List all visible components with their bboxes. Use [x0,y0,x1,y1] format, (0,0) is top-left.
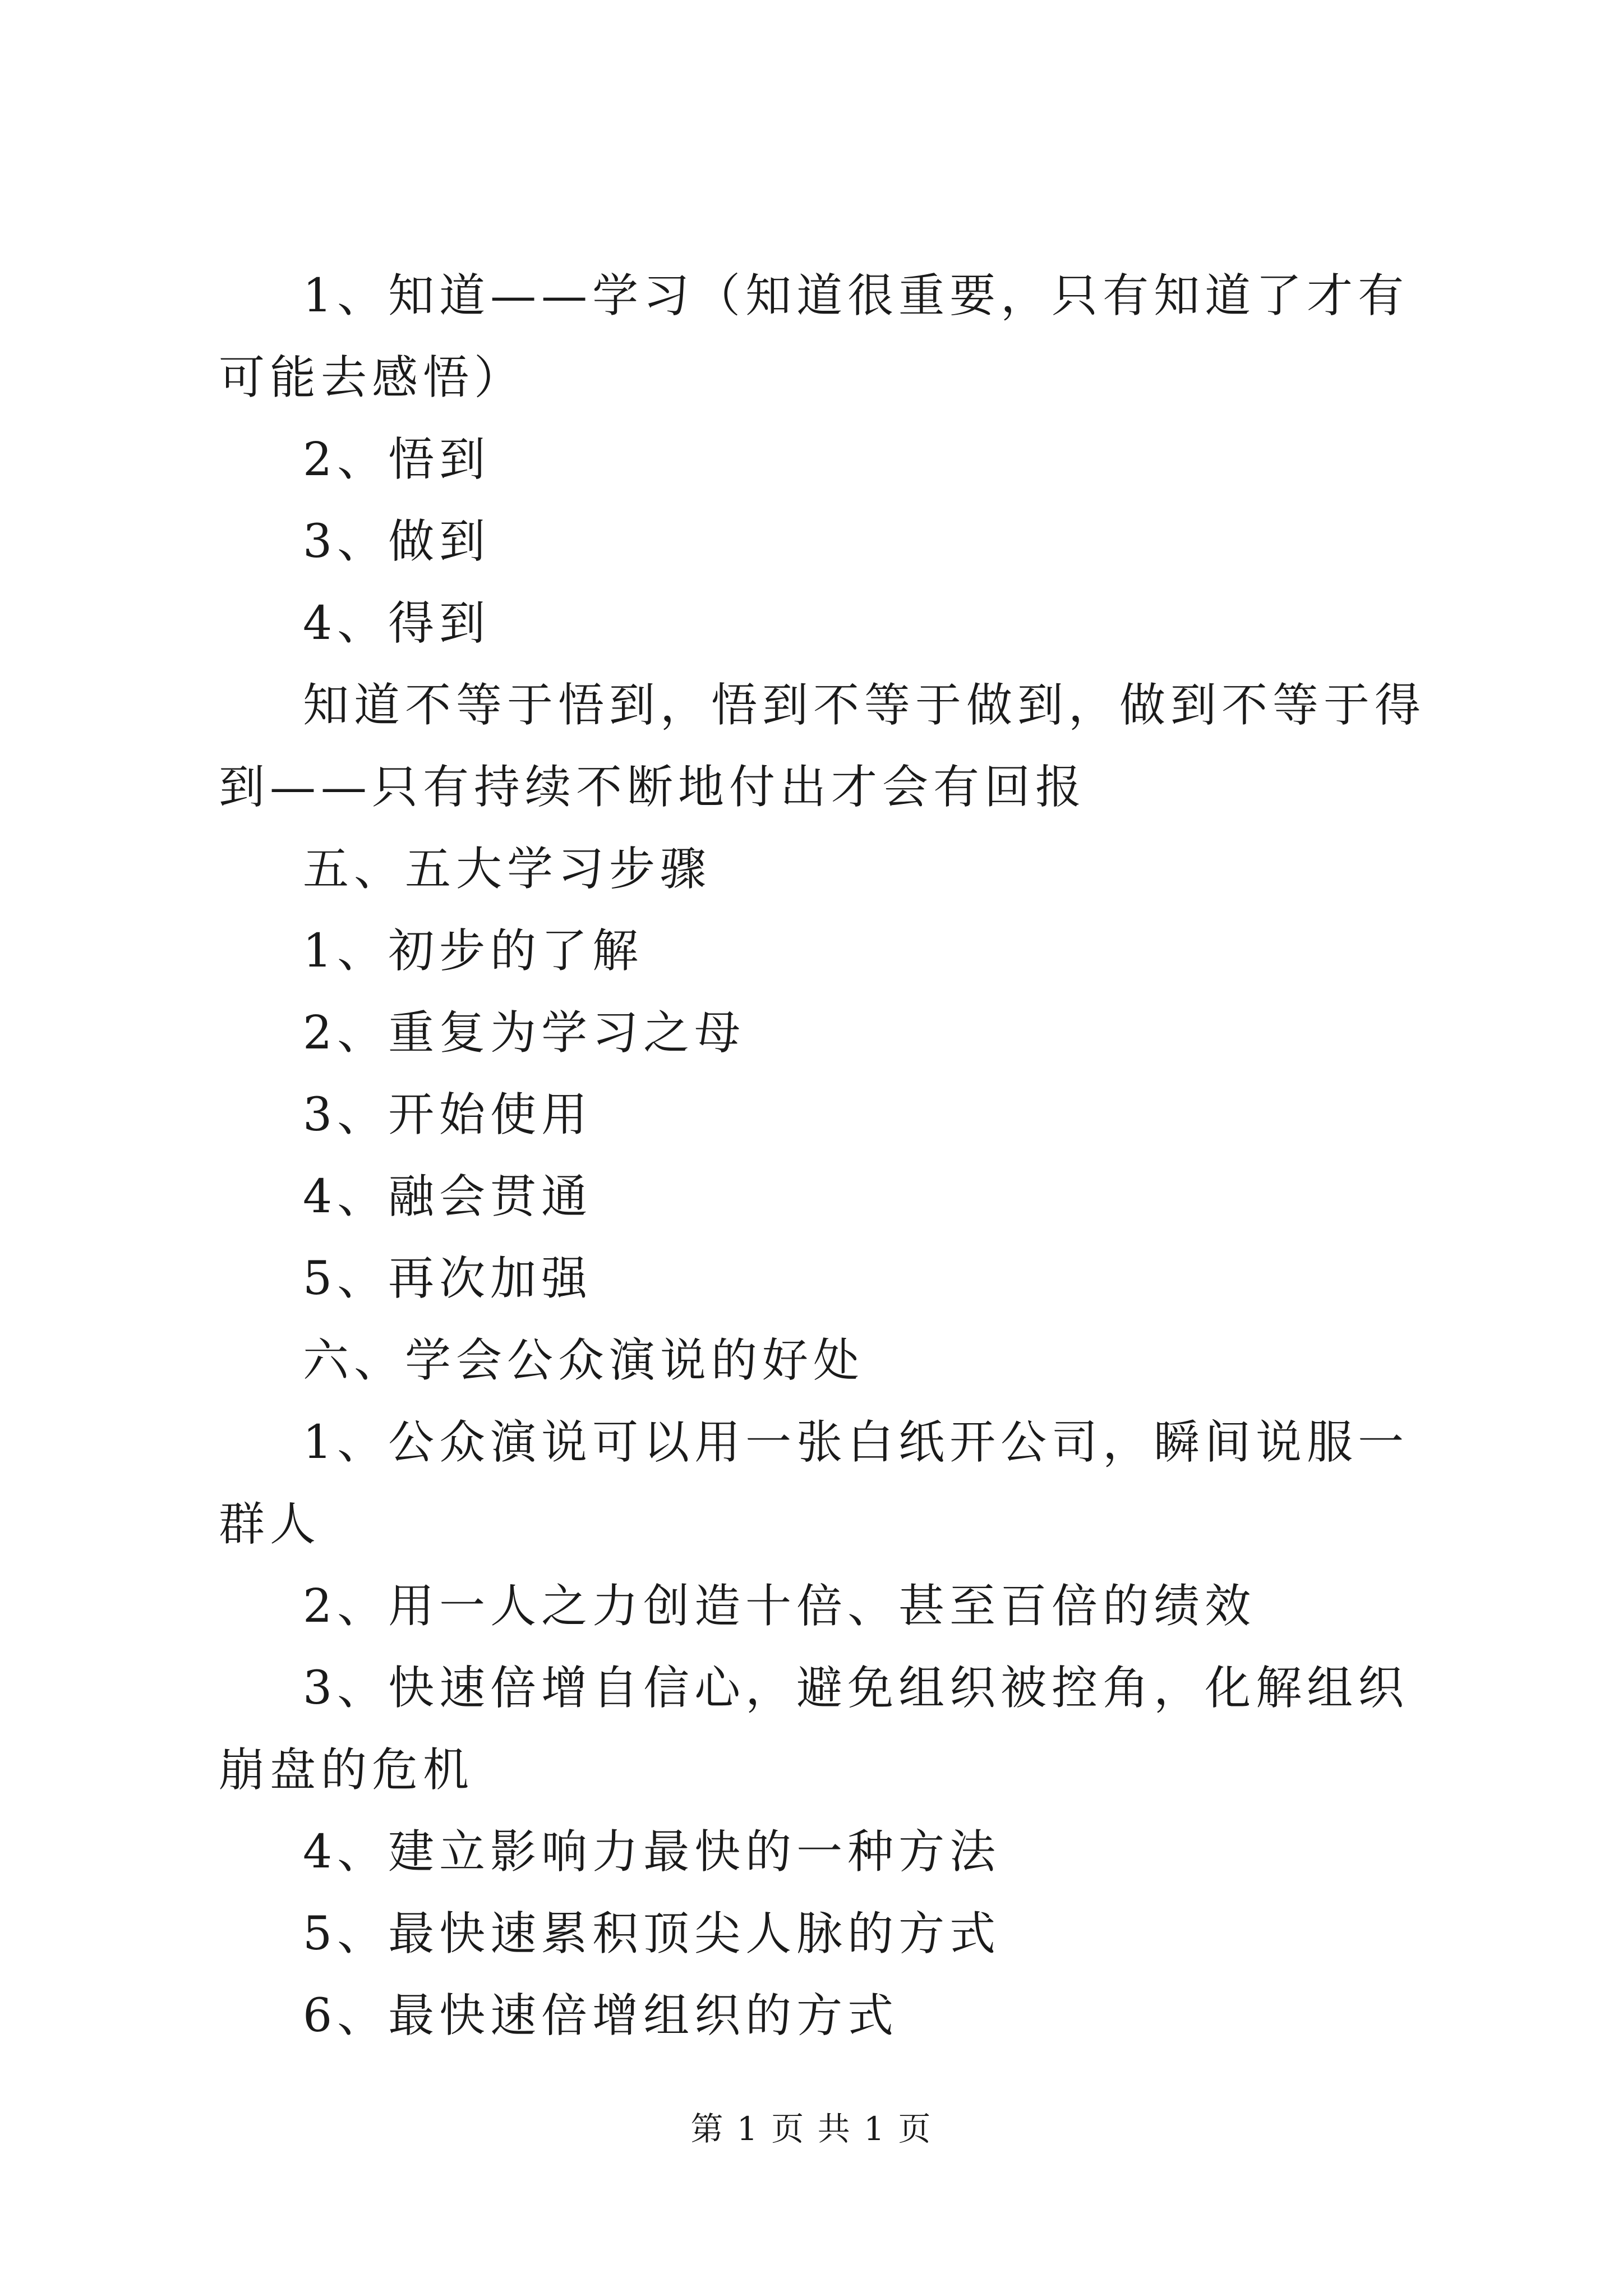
paragraph: 知道不等于悟到，悟到不等于做到，做到不等于得到——只有持续不断地付出才会有回报 [219,679,1426,814]
paragraph: 1、公众演说可以用一张白纸开公司，瞬间说服一群人 [219,1416,1409,1551]
section-heading: 五、五大学习步骤 [303,843,712,896]
paragraph: 1、初步的了解 [303,924,644,978]
paragraph: 4、得到 [303,597,491,650]
paragraph: 1、知道——学习（知道很重要，只有知道了才有可能去感悟） [219,269,1409,404]
page-footer [0,2106,1623,2151]
paragraph: 5、再次加强 [303,1252,593,1305]
paragraph: 2、悟到 [303,433,491,486]
paragraph: 6、最快速倍增组织的方式 [303,1989,899,2042]
paragraph: 2、重复为学习之母 [303,1006,746,1060]
page-number-label: 第 1 页 共 1 页 [690,2110,933,2148]
paragraph: 2、用一人之力创造十倍、甚至百倍的绩效 [303,1580,1256,1633]
paragraph: 4、建立影响力最快的一种方法 [303,1825,1001,1879]
document-body [219,255,1430,2057]
paragraph: 3、快速倍增自信心，避免组织被控角，化解组织崩盘的危机 [219,1662,1409,1797]
paragraph: 3、做到 [303,515,491,568]
paragraph: 3、开始使用 [303,1088,593,1142]
paragraph: 4、融会贯通 [303,1170,593,1223]
paragraph: 5、最快速累积顶尖人脉的方式 [303,1907,1001,1961]
section-heading: 六、学会公众演说的好处 [303,1334,865,1387]
